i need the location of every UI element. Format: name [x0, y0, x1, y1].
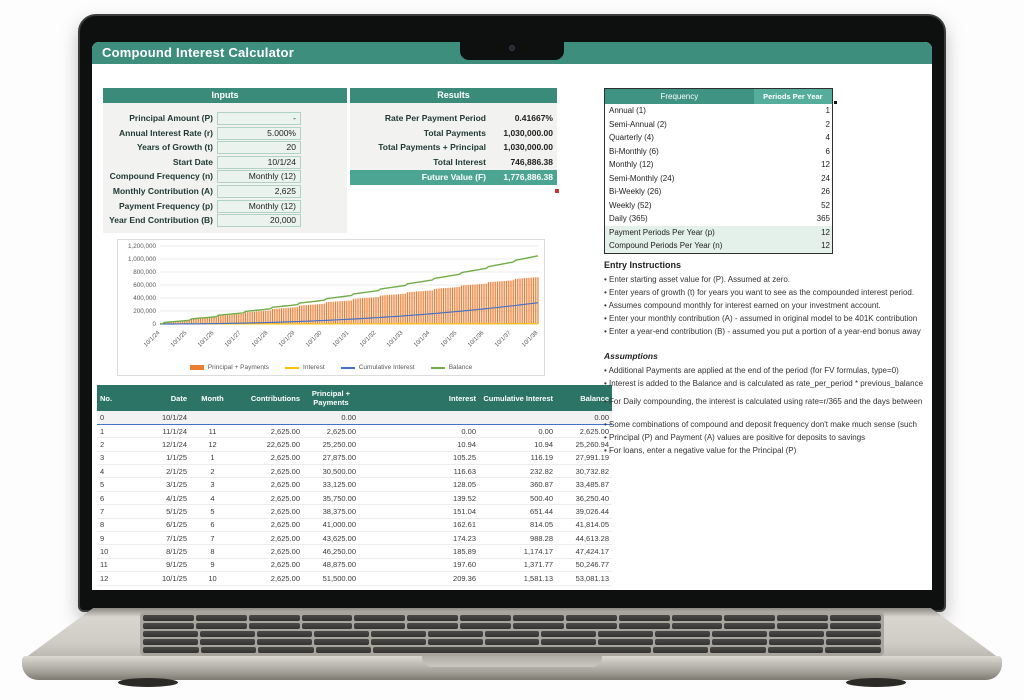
result-label: Rate Per Payment Period	[384, 113, 486, 123]
results-panel	[350, 88, 557, 185]
table-cell: 10.94	[359, 438, 479, 451]
table-cell: 9/1/25	[125, 558, 190, 571]
input-row	[103, 127, 347, 140]
result-value: 0.41667%	[514, 113, 553, 123]
table-cell: 162.61	[359, 518, 479, 531]
result-row	[350, 156, 557, 169]
table-cell: 0.00	[479, 424, 556, 437]
input-label: Compound Frequency (n)	[109, 171, 213, 182]
input-label: Start Date	[172, 156, 213, 167]
table-cell: 10/1/25	[125, 572, 190, 585]
table-cell: 46,250.00	[303, 545, 359, 558]
frequency-row	[605, 131, 832, 145]
result-label: Total Payments	[423, 127, 486, 138]
table-cell: 0.00	[556, 411, 612, 424]
table-cell: 2/1/25	[125, 465, 190, 478]
table-cell: 500.40	[479, 491, 556, 504]
table-cell: 7	[190, 532, 235, 545]
future-value-label: Future Value (F)	[421, 172, 486, 182]
notch	[460, 40, 564, 60]
table-cell: 11/1/24	[125, 424, 190, 437]
result-row	[350, 112, 557, 125]
legend-label: Principal + Payments	[207, 364, 270, 371]
table-cell: 2,625.00	[235, 451, 303, 464]
chart-panel	[117, 239, 545, 376]
table-cell: 1	[97, 424, 125, 437]
table-cell: 10	[97, 545, 125, 558]
table-cell: 10/1/24	[125, 411, 190, 424]
table-cell: 7	[97, 505, 125, 518]
table-cell: 651.44	[479, 505, 556, 518]
table-cell: 2	[190, 465, 235, 478]
result-value: 746,886.38	[510, 156, 553, 167]
table-cell: 814.05	[479, 518, 556, 531]
input-label: Monthly Contribution (A)	[112, 186, 213, 196]
svg-text:10/1/31: 10/1/31	[332, 330, 351, 349]
table-cell: 4	[190, 491, 235, 504]
table-cell: 35,750.00	[303, 491, 359, 504]
svg-text:10/1/30: 10/1/30	[305, 330, 324, 349]
table-cell: 50,246.77	[556, 558, 612, 571]
table-cell: 1,581.13	[479, 572, 556, 585]
table-cell: 22,625.00	[235, 438, 303, 451]
selection-handle[interactable]	[834, 101, 837, 104]
table-cell: 12	[97, 572, 125, 585]
table-cell: 1	[190, 451, 235, 464]
inputs-panel	[103, 88, 347, 233]
frequency-row	[605, 199, 832, 213]
note-bullet: • Principal (P) and Payment (A) values are positive for deposits to savings	[604, 431, 932, 444]
svg-text:10/1/28: 10/1/28	[251, 330, 270, 349]
result-label: Total Interest	[433, 156, 486, 167]
table-cell	[359, 411, 479, 424]
input-value-cell[interactable]: 2,625	[217, 185, 301, 198]
svg-text:200,000: 200,000	[133, 308, 156, 315]
input-value-cell[interactable]: 20,000	[217, 214, 301, 227]
table-cell: 185.89	[359, 545, 479, 558]
laptop-foot-right	[846, 678, 906, 687]
periods-value: 1	[825, 106, 830, 115]
table-cell: 2,625.00	[235, 465, 303, 478]
lid-groove	[422, 656, 602, 667]
periods-value: 12	[821, 241, 830, 250]
table-cell: 2,625.00	[556, 424, 612, 437]
table-cell: 209.36	[359, 572, 479, 585]
table-row[interactable]	[97, 478, 612, 491]
svg-text:10/1/33: 10/1/33	[386, 330, 405, 349]
input-row	[103, 170, 347, 183]
schedule-table-body	[97, 411, 612, 585]
future-value-amount: 1,776,886.38	[503, 172, 553, 182]
frequency-label: Bi-Weekly (26)	[609, 187, 662, 196]
table-cell: 51,500.00	[303, 572, 359, 585]
note-bullet: • Interest is added to the Balance and is calculated as rate_per_period * previous_balance	[604, 377, 932, 390]
laptop-base-front	[22, 656, 1002, 680]
frequency-label: Semi-Monthly (24)	[609, 173, 675, 183]
table-row[interactable]	[97, 465, 612, 478]
table-cell: 7/1/25	[125, 532, 190, 545]
input-label: Annual Interest Rate (r)	[119, 127, 213, 138]
table-cell: 30,500.00	[303, 465, 359, 478]
input-label: Payment Frequency (p)	[119, 200, 213, 211]
table-cell: 38,375.00	[303, 505, 359, 518]
table-cell: 116.63	[359, 465, 479, 478]
laptop-screen	[92, 42, 932, 590]
result-row	[350, 141, 557, 154]
svg-text:10/1/29: 10/1/29	[278, 330, 297, 349]
frequency-label: Daily (365)	[609, 214, 648, 223]
frequency-row	[605, 185, 832, 199]
periods-value: 26	[821, 187, 830, 196]
input-row	[103, 185, 347, 198]
table-cell: 12	[190, 438, 235, 451]
table-row[interactable]	[97, 518, 612, 531]
comment-marker	[555, 189, 559, 193]
svg-text:10/1/36: 10/1/36	[467, 330, 486, 349]
table-cell: 116.19	[479, 451, 556, 464]
table-cell: 2,625.00	[235, 518, 303, 531]
legend-item	[190, 364, 269, 371]
svg-text:1,200,000: 1,200,000	[127, 243, 156, 250]
schedule-header-cell: Balance	[556, 385, 612, 411]
table-cell: 128.05	[359, 478, 479, 491]
input-value-cell[interactable]: 20	[217, 141, 301, 154]
svg-text:10/1/38: 10/1/38	[521, 330, 540, 349]
table-cell: 39,026.44	[556, 505, 612, 518]
note-bullet: • Enter a year-end contribution (B) - assumed you put a portion of a year-end bonus away	[604, 325, 932, 338]
frequency-label: Compound Periods Per Year (n)	[609, 241, 723, 250]
svg-text:10/1/26: 10/1/26	[197, 330, 216, 349]
note-bullet: • Assumes compound monthly for interest earned on your investment account.	[604, 299, 932, 312]
legend-swatch-icon	[285, 367, 299, 369]
frequency-row	[605, 172, 832, 186]
note-bullet: • Some combinations of compound and deposit frequency don't make much sense (such	[604, 418, 932, 431]
frequency-row	[605, 239, 832, 253]
schedule-header-cell: No.	[97, 385, 125, 411]
table-row[interactable]	[97, 451, 612, 464]
table-cell: 43,625.00	[303, 532, 359, 545]
schedule-header-cell: Interest	[359, 385, 479, 411]
svg-text:400,000: 400,000	[133, 295, 156, 302]
table-cell: 2,625.00	[235, 545, 303, 558]
table-cell: 2,625.00	[303, 424, 359, 437]
periods-value: 365	[816, 214, 830, 223]
svg-text:800,000: 800,000	[133, 269, 156, 276]
input-value-cell[interactable]: 5.000%	[217, 127, 301, 140]
svg-text:10/1/25: 10/1/25	[170, 330, 189, 349]
laptop-keyboard	[140, 612, 884, 656]
schedule-header-cell: Contributions	[235, 385, 303, 411]
table-cell: 151.04	[359, 505, 479, 518]
input-row	[103, 156, 347, 169]
table-cell	[479, 411, 556, 424]
table-row[interactable]	[97, 558, 612, 571]
table-cell: 5/1/25	[125, 505, 190, 518]
table-cell: 8	[97, 518, 125, 531]
table-cell: 2,625.00	[235, 558, 303, 571]
note-bullet: • Additional Payments are applied at the end of the period (for FV formulas, type=0)	[604, 364, 932, 377]
table-cell: 2,625.00	[235, 424, 303, 437]
inputs-header: Inputs	[103, 88, 347, 103]
chart-legend	[118, 364, 544, 371]
table-cell: 33,485.87	[556, 478, 612, 491]
legend-swatch-icon	[431, 367, 445, 369]
svg-text:10/1/37: 10/1/37	[494, 330, 513, 349]
table-cell: 25,250.00	[303, 438, 359, 451]
periods-value: 12	[821, 160, 830, 169]
table-cell: 6/1/25	[125, 518, 190, 531]
entry-instructions-list	[604, 273, 932, 338]
table-cell: 5	[97, 478, 125, 491]
table-cell: 3	[190, 478, 235, 491]
table-cell: 8/1/25	[125, 545, 190, 558]
periods-value: 52	[821, 200, 830, 210]
table-row[interactable]	[97, 491, 612, 504]
growth-chart	[118, 240, 544, 358]
table-cell: 0.00	[303, 411, 359, 424]
input-value-cell[interactable]: 10/1/24	[217, 156, 301, 169]
svg-text:600,000: 600,000	[133, 282, 156, 289]
frequency-label: Payment Periods Per Year (p)	[609, 227, 715, 237]
table-cell: 6	[190, 518, 235, 531]
table-cell: 1,371.77	[479, 558, 556, 571]
table-cell: 44,613.28	[556, 532, 612, 545]
entry-instructions-title: Entry Instructions	[604, 260, 682, 270]
table-cell: 5	[190, 505, 235, 518]
input-row	[103, 200, 347, 213]
table-cell: 36,250.40	[556, 491, 612, 504]
table-cell: 41,814.05	[556, 518, 612, 531]
table-cell: 105.25	[359, 451, 479, 464]
legend-swatch-icon	[190, 365, 204, 370]
svg-text:10/1/34: 10/1/34	[413, 330, 432, 349]
table-cell: 11	[97, 558, 125, 571]
table-cell: 10	[190, 572, 235, 585]
input-label: Years of Growth (t)	[136, 142, 213, 153]
frequency-row	[605, 226, 832, 240]
table-row[interactable]	[97, 532, 612, 545]
table-cell: 4/1/25	[125, 491, 190, 504]
assumptions-title: Assumptions	[604, 351, 658, 361]
periods-value: 6	[825, 146, 830, 156]
table-cell: 2,625.00	[235, 491, 303, 504]
frequency-row	[605, 158, 832, 172]
table-cell: 27,875.00	[303, 451, 359, 464]
legend-swatch-icon	[341, 367, 355, 369]
table-cell: 197.60	[359, 558, 479, 571]
table-cell	[235, 411, 303, 424]
result-value: 1,030,000.00	[503, 127, 553, 138]
frequency-label: Bi-Monthly (6)	[609, 146, 659, 156]
table-cell: 3	[97, 451, 125, 464]
table-cell: 53,081.13	[556, 572, 612, 585]
table-cell: 9	[190, 558, 235, 571]
table-cell: 6	[97, 491, 125, 504]
frequency-table-header	[605, 89, 832, 104]
table-cell: 2,625.00	[235, 478, 303, 491]
table-cell: 12/1/24	[125, 438, 190, 451]
note-bullet: • Enter starting asset value for (P). Assumed at zero.	[604, 273, 932, 286]
table-cell: 41,000.00	[303, 518, 359, 531]
result-row	[350, 127, 557, 140]
table-cell: 11	[190, 424, 235, 437]
table-cell: 360.87	[479, 478, 556, 491]
laptop-foot-left	[118, 678, 178, 687]
schedule-table	[97, 385, 612, 586]
frequency-label: Quarterly (4)	[609, 133, 654, 142]
table-cell: 0.00	[359, 424, 479, 437]
note-bullet: • Enter years of growth (t) for years you want to see as the compounded interest period.	[604, 286, 932, 299]
table-cell: 174.23	[359, 532, 479, 545]
camera-icon	[509, 45, 515, 51]
notes-column	[604, 260, 932, 457]
input-row	[103, 112, 347, 125]
frequency-rows	[605, 104, 832, 253]
table-cell: 0	[97, 411, 125, 424]
frequency-label: Semi-Annual (2)	[609, 119, 667, 129]
table-cell: 2,625.00	[235, 505, 303, 518]
input-value-cell[interactable]: -	[217, 112, 301, 125]
table-cell: 9	[97, 532, 125, 545]
future-value-row	[350, 170, 557, 185]
table-cell: 232.82	[479, 465, 556, 478]
table-cell: 2	[97, 438, 125, 451]
input-row	[103, 141, 347, 154]
table-cell: 8	[190, 545, 235, 558]
result-value: 1,030,000.00	[503, 142, 553, 152]
frequency-label: Monthly (12)	[609, 160, 654, 169]
table-cell: 139.52	[359, 491, 479, 504]
svg-text:10/1/24: 10/1/24	[143, 330, 162, 349]
input-row	[103, 214, 347, 227]
table-row[interactable]	[97, 572, 612, 585]
assumptions-block	[604, 351, 932, 457]
table-cell: 10.94	[479, 438, 556, 451]
table-cell: 4	[97, 465, 125, 478]
table-row[interactable]	[97, 545, 612, 558]
table-row[interactable]	[97, 505, 612, 518]
frequency-row	[605, 118, 832, 132]
legend-label: Cumulative Interest	[358, 364, 415, 371]
svg-text:0: 0	[152, 321, 156, 328]
legend-label: Balance	[448, 364, 473, 371]
frequency-column-header: Frequency	[605, 89, 754, 104]
periods-value: 2	[825, 119, 830, 129]
table-row[interactable]	[97, 438, 612, 451]
assumptions-list	[604, 364, 932, 457]
periods-value: 24	[821, 173, 830, 183]
input-label: Year End Contribution (B)	[109, 215, 213, 226]
frequency-label: Annual (1)	[609, 106, 646, 115]
frequency-row	[605, 145, 832, 159]
schedule-header-cell: Month	[190, 385, 235, 411]
table-cell: 988.28	[479, 532, 556, 545]
periods-column-header: Periods Per Year	[754, 89, 832, 104]
table-cell: 1/1/25	[125, 451, 190, 464]
periods-value: 12	[821, 227, 830, 237]
schedule-table-head	[97, 385, 612, 411]
schedule-header-cell: Cumulative Interest	[479, 385, 556, 411]
legend-item	[341, 364, 415, 371]
table-cell: 2,625.00	[235, 532, 303, 545]
table-cell: 3/1/25	[125, 478, 190, 491]
table-cell: 33,125.00	[303, 478, 359, 491]
table-cell: 25,260.94	[556, 438, 612, 451]
note-bullet: • Enter your monthly contribution (A) - assumed in original model to be 401K contribution	[604, 312, 932, 325]
table-row[interactable]	[97, 424, 612, 437]
legend-label: Interest	[303, 364, 325, 371]
schedule-header-cell: Date	[125, 385, 190, 411]
table-row[interactable]	[97, 411, 612, 424]
note-bullet: • For loans, enter a negative value for the Principal (P)	[604, 444, 932, 457]
frequency-row	[605, 104, 832, 118]
page-title: Compound Interest Calculator	[102, 45, 294, 60]
table-cell: 47,424.17	[556, 545, 612, 558]
table-cell	[190, 411, 235, 424]
table-cell: 1,174.17	[479, 545, 556, 558]
result-label: Total Payments + Principal	[378, 142, 486, 152]
table-cell: 30,732.82	[556, 465, 612, 478]
svg-text:1,000,000: 1,000,000	[127, 256, 156, 263]
input-value-cell[interactable]: Monthly (12)	[217, 170, 301, 183]
legend-item	[431, 364, 473, 371]
note-bullet: • For Daily compounding, the interest is calculated using rate=r/365 and the days between	[604, 395, 932, 408]
input-value-cell[interactable]: Monthly (12)	[217, 200, 301, 213]
legend-item	[285, 364, 325, 371]
laptop-frame	[78, 14, 946, 612]
periods-value: 4	[825, 133, 830, 142]
table-cell: 48,875.00	[303, 558, 359, 571]
svg-text:10/1/27: 10/1/27	[224, 330, 243, 349]
input-label: Principal Amount (P)	[129, 113, 213, 123]
schedule-header-cell: Principal + Payments	[303, 385, 359, 411]
results-header: Results	[350, 88, 557, 103]
svg-text:10/1/32: 10/1/32	[359, 330, 378, 349]
table-cell: 2,625.00	[235, 572, 303, 585]
frequency-row	[605, 212, 832, 226]
frequency-label: Weekly (52)	[609, 200, 652, 210]
table-cell: 27,991.19	[556, 451, 612, 464]
frequency-table	[604, 88, 833, 254]
svg-text:10/1/35: 10/1/35	[440, 330, 459, 349]
